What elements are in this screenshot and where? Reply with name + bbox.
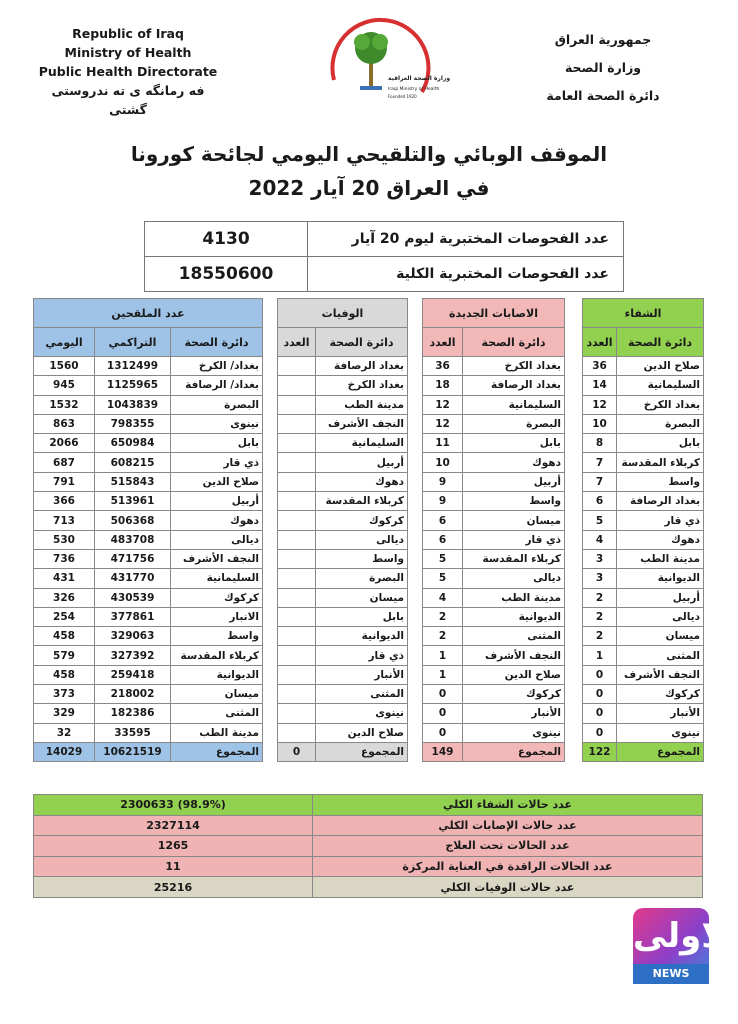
death-count-cell bbox=[278, 395, 316, 414]
vax-daily-cell: 373 bbox=[34, 685, 95, 704]
recovered-count-cell: 8 bbox=[583, 434, 617, 453]
vax-daily-cell: 326 bbox=[34, 588, 95, 607]
case-count-cell: 11 bbox=[423, 434, 463, 453]
table-section-header bbox=[34, 299, 704, 328]
lab-total-value: 18550600 bbox=[145, 257, 308, 292]
col-dept: دائرة الصحة bbox=[171, 328, 263, 357]
case-dept-cell: ميسان bbox=[463, 511, 565, 530]
recovered-dept-cell: كركوك bbox=[617, 685, 704, 704]
death-dept-cell: المثنى bbox=[316, 685, 408, 704]
recovered-count-cell: 2 bbox=[583, 588, 617, 607]
vax-cumulative-cell: 377861 bbox=[95, 607, 171, 626]
summary-table bbox=[33, 794, 703, 898]
vax-daily-cell: 736 bbox=[34, 549, 95, 568]
case-count-cell: 1 bbox=[423, 646, 463, 665]
vax-dept-cell: ميسان bbox=[171, 685, 263, 704]
vax-daily-cell: 530 bbox=[34, 530, 95, 549]
recovered-dept-cell: البصرة bbox=[617, 414, 704, 433]
col-dept: دائرة الصحة bbox=[617, 328, 704, 357]
death-count-cell bbox=[278, 665, 316, 684]
news-badge-label: NEWS bbox=[633, 964, 709, 984]
recovered-count-cell: 1 bbox=[583, 646, 617, 665]
vax-cumulative-cell: 483708 bbox=[95, 530, 171, 549]
vax-cumulative-cell: 218002 bbox=[95, 685, 171, 704]
case-dept-cell: مدينة الطب bbox=[463, 588, 565, 607]
vax-daily-cell: 329 bbox=[34, 704, 95, 723]
total-cases: 149 bbox=[423, 742, 463, 761]
col-cumulative: التراكمي bbox=[95, 328, 171, 357]
case-dept-cell: النجف الأشرف bbox=[463, 646, 565, 665]
case-count-cell: 10 bbox=[423, 453, 463, 472]
vax-cumulative-cell: 650984 bbox=[95, 434, 171, 453]
vax-cumulative-cell: 329063 bbox=[95, 627, 171, 646]
case-dept-cell: ذي قار bbox=[463, 530, 565, 549]
vax-dept-cell: البصرة bbox=[171, 395, 263, 414]
vax-dept-cell: الديوانية bbox=[171, 665, 263, 684]
vax-cumulative-cell: 431770 bbox=[95, 569, 171, 588]
vax-daily-cell: 713 bbox=[34, 511, 95, 530]
header-ar-line: دائرة الصحة العامة bbox=[546, 88, 660, 103]
death-dept-cell: واسط bbox=[316, 549, 408, 568]
summary-value: 1265 bbox=[34, 836, 313, 857]
logo-sub: Iraqi Ministry of Health bbox=[388, 87, 440, 92]
vax-daily-cell: 1532 bbox=[34, 395, 95, 414]
table-row bbox=[34, 569, 704, 588]
summary-label: عدد حالات الوفيات الكلي bbox=[313, 877, 703, 898]
death-count-cell bbox=[278, 492, 316, 511]
table-row bbox=[34, 627, 704, 646]
palm-tree-icon bbox=[354, 32, 388, 90]
vax-dept-cell: كركوك bbox=[171, 588, 263, 607]
recovered-count-cell: 7 bbox=[583, 453, 617, 472]
case-dept-cell: بابل bbox=[463, 434, 565, 453]
recovered-count-cell: 7 bbox=[583, 472, 617, 491]
total-label: المجموع bbox=[171, 742, 263, 761]
header-en-line: Public Health Directorate bbox=[38, 64, 218, 79]
vax-dept-cell: بغداد/ الكرخ bbox=[171, 357, 263, 376]
logo-text: وزارة الصحة العراقية bbox=[388, 75, 451, 82]
table-row bbox=[34, 685, 704, 704]
summary-label: عدد حالات الشفاء الكلي bbox=[313, 795, 703, 816]
recovered-dept-cell: واسط bbox=[617, 472, 704, 491]
table-row bbox=[34, 665, 704, 684]
total-recovered: 122 bbox=[583, 742, 617, 761]
vax-cumulative-cell: 1043839 bbox=[95, 395, 171, 414]
recovered-dept-cell: صلاح الدين bbox=[617, 357, 704, 376]
summary-row bbox=[34, 856, 703, 877]
vax-dept-cell: بابل bbox=[171, 434, 263, 453]
case-count-cell: 36 bbox=[423, 357, 463, 376]
case-count-cell: 6 bbox=[423, 530, 463, 549]
vax-cumulative-cell: 506368 bbox=[95, 511, 171, 530]
vax-dept-cell: دهوك bbox=[171, 511, 263, 530]
vax-daily-cell: 458 bbox=[34, 627, 95, 646]
lab-total-row bbox=[145, 257, 624, 292]
vax-daily-cell: 254 bbox=[34, 607, 95, 626]
table-row bbox=[34, 511, 704, 530]
vax-cumulative-cell: 327392 bbox=[95, 646, 171, 665]
table-row bbox=[34, 453, 704, 472]
col-daily: اليومي bbox=[34, 328, 95, 357]
table-row bbox=[34, 646, 704, 665]
ministry-logo bbox=[322, 10, 451, 120]
recovered-dept-cell: مدينة الطب bbox=[617, 549, 704, 568]
recovered-count-cell: 2 bbox=[583, 627, 617, 646]
recovered-dept-cell: المثنى bbox=[617, 646, 704, 665]
death-count-cell bbox=[278, 588, 316, 607]
case-count-cell: 5 bbox=[423, 569, 463, 588]
vax-daily-cell: 687 bbox=[34, 453, 95, 472]
vax-dept-cell: ذي قار bbox=[171, 453, 263, 472]
recovered-count-cell: 36 bbox=[583, 357, 617, 376]
vax-cumulative-cell: 1312499 bbox=[95, 357, 171, 376]
table-row bbox=[34, 434, 704, 453]
case-count-cell: 12 bbox=[423, 414, 463, 433]
case-dept-cell: أربيل bbox=[463, 472, 565, 491]
vax-daily-cell: 458 bbox=[34, 665, 95, 684]
recovered-dept-cell: الديوانية bbox=[617, 569, 704, 588]
death-dept-cell: النجف الأشرف bbox=[316, 414, 408, 433]
death-dept-cell: ديالى bbox=[316, 530, 408, 549]
vax-cumulative-cell: 515843 bbox=[95, 472, 171, 491]
recovered-count-cell: 4 bbox=[583, 530, 617, 549]
recovered-count-cell: 0 bbox=[583, 723, 617, 742]
death-count-cell bbox=[278, 704, 316, 723]
summary-value: 11 bbox=[34, 856, 313, 877]
col-dept: دائرة الصحة bbox=[463, 328, 565, 357]
summary-value: 2327114 bbox=[34, 815, 313, 836]
recovered-count-cell: 6 bbox=[583, 492, 617, 511]
recovered-dept-cell: بغداد الرصافة bbox=[617, 492, 704, 511]
table-row bbox=[34, 472, 704, 491]
vax-cumulative-cell: 259418 bbox=[95, 665, 171, 684]
news-badge-text: الاولى bbox=[633, 916, 738, 956]
case-count-cell: 0 bbox=[423, 685, 463, 704]
summary-row bbox=[34, 836, 703, 857]
vax-cumulative-cell: 1125965 bbox=[95, 376, 171, 395]
vaccinated-header: عدد الملقحين bbox=[34, 299, 263, 328]
stats-table bbox=[33, 298, 704, 762]
case-dept-cell: البصرة bbox=[463, 414, 565, 433]
recovered-header: الشفاء bbox=[583, 299, 704, 328]
death-dept-cell: بغداد الكرخ bbox=[316, 376, 408, 395]
recovered-count-cell: 3 bbox=[583, 549, 617, 568]
vax-cumulative-cell: 471756 bbox=[95, 549, 171, 568]
case-count-cell: 6 bbox=[423, 511, 463, 530]
death-dept-cell: البصرة bbox=[316, 569, 408, 588]
vax-dept-cell: واسط bbox=[171, 627, 263, 646]
total-label: المجموع bbox=[617, 742, 704, 761]
death-count-cell bbox=[278, 607, 316, 626]
vax-daily-cell: 366 bbox=[34, 492, 95, 511]
death-count-cell bbox=[278, 569, 316, 588]
col-count: العدد bbox=[583, 328, 617, 357]
vax-cumulative-cell: 33595 bbox=[95, 723, 171, 742]
case-dept-cell: المثنى bbox=[463, 627, 565, 646]
case-count-cell: 2 bbox=[423, 627, 463, 646]
table-row bbox=[34, 376, 704, 395]
death-count-cell bbox=[278, 357, 316, 376]
table-row bbox=[34, 723, 704, 742]
death-dept-cell: نينوى bbox=[316, 704, 408, 723]
case-dept-cell: السليمانية bbox=[463, 395, 565, 414]
summary-label: عدد الحالات تحت العلاج bbox=[313, 836, 703, 857]
case-count-cell: 9 bbox=[423, 472, 463, 491]
case-count-cell: 12 bbox=[423, 395, 463, 414]
vax-cumulative-cell: 513961 bbox=[95, 492, 171, 511]
recovered-dept-cell: النجف الأشرف bbox=[617, 665, 704, 684]
table-row bbox=[34, 492, 704, 511]
vax-dept-cell: صلاح الدين bbox=[171, 472, 263, 491]
recovered-dept-cell: السليمانية bbox=[617, 376, 704, 395]
lab-daily-value: 4130 bbox=[145, 222, 308, 257]
recovered-count-cell: 2 bbox=[583, 607, 617, 626]
death-dept-cell: مدينة الطب bbox=[316, 395, 408, 414]
death-dept-cell: بابل bbox=[316, 607, 408, 626]
vax-daily-cell: 431 bbox=[34, 569, 95, 588]
recovered-dept-cell: أربيل bbox=[617, 588, 704, 607]
recovered-dept-cell: كربلاء المقدسة bbox=[617, 453, 704, 472]
recovered-dept-cell: الأنبار bbox=[617, 704, 704, 723]
vax-cumulative-cell: 430539 bbox=[95, 588, 171, 607]
vax-dept-cell: السليمانية bbox=[171, 569, 263, 588]
col-count: العدد bbox=[278, 328, 316, 357]
recovered-dept-cell: ميسان bbox=[617, 627, 704, 646]
case-count-cell: 2 bbox=[423, 607, 463, 626]
summary-row bbox=[34, 815, 703, 836]
death-count-cell bbox=[278, 530, 316, 549]
death-count-cell bbox=[278, 414, 316, 433]
vax-daily-cell: 791 bbox=[34, 472, 95, 491]
vax-dept-cell: بغداد/ الرصافة bbox=[171, 376, 263, 395]
vax-dept-cell: النجف الأشرف bbox=[171, 549, 263, 568]
table-row bbox=[34, 607, 704, 626]
recovered-count-cell: 0 bbox=[583, 704, 617, 723]
recovered-count-cell: 3 bbox=[583, 569, 617, 588]
case-count-cell: 5 bbox=[423, 549, 463, 568]
death-count-cell bbox=[278, 646, 316, 665]
recovered-count-cell: 0 bbox=[583, 665, 617, 684]
case-dept-cell: صلاح الدين bbox=[463, 665, 565, 684]
death-dept-cell: السليمانية bbox=[316, 434, 408, 453]
col-count: العدد bbox=[423, 328, 463, 357]
recovered-dept-cell: ذي قار bbox=[617, 511, 704, 530]
death-dept-cell: بغداد الرصافة bbox=[316, 357, 408, 376]
death-dept-cell: ذي قار bbox=[316, 646, 408, 665]
page-title-line1: الموقف الوبائي والتلقيحي اليومي لجائحة كورونا bbox=[130, 142, 608, 166]
vax-dept-cell: ديالى bbox=[171, 530, 263, 549]
vax-dept-cell: أربيل bbox=[171, 492, 263, 511]
recovered-dept-cell: بغداد الكرخ bbox=[617, 395, 704, 414]
summary-label: عدد الحالات الراقدة في العناية المركزة bbox=[313, 856, 703, 877]
vax-daily-cell: 945 bbox=[34, 376, 95, 395]
total-label: المجموع bbox=[316, 742, 408, 761]
page-title-line2: في العراق 20 آيار 2022 bbox=[248, 176, 490, 200]
table-row bbox=[34, 395, 704, 414]
logo-founded: Founded 1920 bbox=[388, 94, 417, 99]
lab-total-label: عدد الفحوصات المختبرية الكلية bbox=[308, 257, 624, 292]
vax-daily-cell: 579 bbox=[34, 646, 95, 665]
table-row bbox=[34, 549, 704, 568]
vax-dept-cell: كربلاء المقدسة bbox=[171, 646, 263, 665]
vax-dept-cell: مدينة الطب bbox=[171, 723, 263, 742]
recovered-dept-cell: ديالى bbox=[617, 607, 704, 626]
vax-dept-cell: المثنى bbox=[171, 704, 263, 723]
case-dept-cell: بغداد الرصافة bbox=[463, 376, 565, 395]
table-row bbox=[34, 704, 704, 723]
case-dept-cell: دهوك bbox=[463, 453, 565, 472]
death-count-cell bbox=[278, 685, 316, 704]
case-count-cell: 0 bbox=[423, 704, 463, 723]
recovered-dept-cell: نينوى bbox=[617, 723, 704, 742]
death-count-cell bbox=[278, 511, 316, 530]
death-count-cell bbox=[278, 453, 316, 472]
vax-cumulative-cell: 798355 bbox=[95, 414, 171, 433]
case-count-cell: 9 bbox=[423, 492, 463, 511]
table-row bbox=[34, 357, 704, 376]
totals-row bbox=[34, 742, 704, 761]
case-dept-cell: الديوانية bbox=[463, 607, 565, 626]
news-badge-logo bbox=[633, 908, 738, 984]
death-dept-cell: دهوك bbox=[316, 472, 408, 491]
case-count-cell: 0 bbox=[423, 723, 463, 742]
lab-tests-table bbox=[144, 221, 624, 292]
summary-row bbox=[34, 795, 703, 816]
header-ar-line: جمهورية العراق bbox=[554, 32, 652, 47]
death-count-cell bbox=[278, 376, 316, 395]
recovered-count-cell: 10 bbox=[583, 414, 617, 433]
vax-daily-cell: 863 bbox=[34, 414, 95, 433]
case-dept-cell: بغداد الكرخ bbox=[463, 357, 565, 376]
case-count-cell: 4 bbox=[423, 588, 463, 607]
deaths-header: الوفيات bbox=[278, 299, 408, 328]
table-body bbox=[34, 357, 704, 743]
vax-dept-cell: نينوى bbox=[171, 414, 263, 433]
total-vax-cumulative: 10621519 bbox=[95, 742, 171, 761]
table-row bbox=[34, 414, 704, 433]
case-dept-cell: الأنبار bbox=[463, 704, 565, 723]
death-dept-cell: الأنبار bbox=[316, 665, 408, 684]
table-column-header bbox=[34, 328, 704, 357]
recovered-dept-cell: بابل bbox=[617, 434, 704, 453]
case-dept-cell: كركوك bbox=[463, 685, 565, 704]
vax-daily-cell: 1560 bbox=[34, 357, 95, 376]
recovered-dept-cell: دهوك bbox=[617, 530, 704, 549]
death-dept-cell: كربلاء المقدسة bbox=[316, 492, 408, 511]
case-count-cell: 18 bbox=[423, 376, 463, 395]
death-count-cell bbox=[278, 549, 316, 568]
lab-daily-label: عدد الفحوصات المختبرية ليوم 20 آيار bbox=[308, 222, 624, 257]
vax-daily-cell: 2066 bbox=[34, 434, 95, 453]
death-count-cell bbox=[278, 472, 316, 491]
total-label: المجموع bbox=[463, 742, 565, 761]
vax-cumulative-cell: 608215 bbox=[95, 453, 171, 472]
death-dept-cell: صلاح الدين bbox=[316, 723, 408, 742]
case-count-cell: 1 bbox=[423, 665, 463, 684]
vax-dept-cell: الانبار bbox=[171, 607, 263, 626]
total-vax-daily: 14029 bbox=[34, 742, 95, 761]
vax-daily-cell: 32 bbox=[34, 723, 95, 742]
header-arabic bbox=[528, 26, 678, 110]
death-count-cell bbox=[278, 434, 316, 453]
summary-value: 25216 bbox=[34, 877, 313, 898]
case-dept-cell: نينوى bbox=[463, 723, 565, 742]
case-dept-cell: ديالى bbox=[463, 569, 565, 588]
death-dept-cell: أربيل bbox=[316, 453, 408, 472]
death-dept-cell: كركوك bbox=[316, 511, 408, 530]
col-dept: دائرة الصحة bbox=[316, 328, 408, 357]
table-row bbox=[34, 530, 704, 549]
summary-row bbox=[34, 877, 703, 898]
death-count-cell bbox=[278, 627, 316, 646]
new-cases-header: الاصابات الجديدة bbox=[423, 299, 565, 328]
header-en-line: فه رمانگه ی ته ندروستی گشتی bbox=[51, 83, 205, 117]
summary-label: عدد حالات الإصابات الكلي bbox=[313, 815, 703, 836]
header-ar-line: وزارة الصحة bbox=[564, 60, 642, 75]
case-dept-cell: كربلاء المقدسة bbox=[463, 549, 565, 568]
death-dept-cell: ميسان bbox=[316, 588, 408, 607]
table-row bbox=[34, 588, 704, 607]
summary-value: 2300633 (98.9%) bbox=[34, 795, 313, 816]
recovered-count-cell: 5 bbox=[583, 511, 617, 530]
death-dept-cell: الديوانية bbox=[316, 627, 408, 646]
total-deaths: 0 bbox=[278, 742, 316, 761]
lab-daily-row bbox=[145, 222, 624, 257]
case-dept-cell: واسط bbox=[463, 492, 565, 511]
recovered-count-cell: 12 bbox=[583, 395, 617, 414]
vax-cumulative-cell: 182386 bbox=[95, 704, 171, 723]
header-english bbox=[38, 24, 218, 119]
death-count-cell bbox=[278, 723, 316, 742]
recovered-count-cell: 14 bbox=[583, 376, 617, 395]
header-en-line: Republic of Iraq bbox=[72, 26, 184, 41]
recovered-count-cell: 0 bbox=[583, 685, 617, 704]
header-en-line: Ministry of Health bbox=[64, 45, 192, 60]
